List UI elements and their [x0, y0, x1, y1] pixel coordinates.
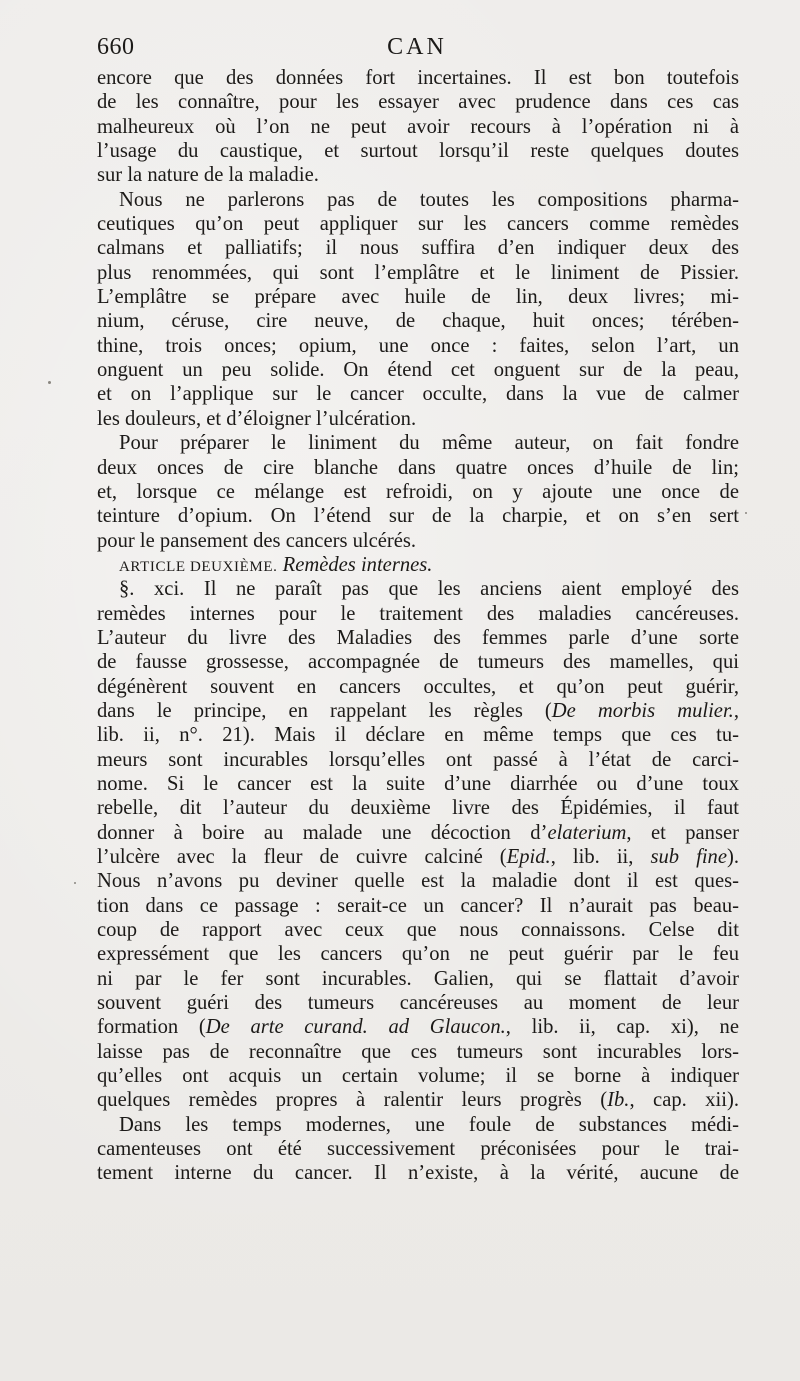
text-segment: et, lorsque ce mélange est refroidi, on y ajoute une once de — [97, 480, 739, 503]
text-segment: onguent un peu solide. On étend cet onguent sur de la peau, — [97, 359, 739, 382]
italic-text: Epid. — [506, 846, 551, 868]
italic-text: elaterium — [547, 821, 627, 844]
text-segment: qu’elles ont acquis un certain volume; il se borne à indiquer — [97, 1065, 739, 1088]
text-segment: de fausse grossesse, accompagnée de tumeurs des mamelles, qui — [97, 651, 739, 674]
text-line — [97, 431, 739, 455]
text-segment: formation ( — [97, 1016, 206, 1039]
text-segment: de les connaître, pour les essayer avec prudence dans ces cas — [97, 91, 739, 114]
text-line — [97, 163, 739, 187]
text-line — [97, 1064, 739, 1088]
text-line — [97, 1040, 739, 1064]
text-line — [97, 699, 739, 723]
text-line — [97, 504, 739, 528]
text-line — [97, 553, 739, 577]
text-segment: tement interne du cancer. Il n’existe, à la vérité, aucune de — [97, 1162, 739, 1185]
running-head — [97, 34, 737, 64]
text-segment: ). — [726, 846, 739, 868]
text-line — [97, 723, 739, 747]
text-segment: , cap. xii). — [629, 1089, 739, 1112]
text-segment: lib. ii, n°. 21). Mais il déclare en même temps que ces tu- — [97, 724, 739, 747]
text-line — [97, 139, 739, 163]
text-segment: dégénèrent souvent en cancers occultes, et qu’on peut guérir, — [97, 675, 739, 698]
text-line — [97, 918, 739, 942]
text-segment: nome. Si le cancer est la suite d’une diarrhée ou d’une toux — [97, 772, 739, 795]
text-segment: L’emplâtre se prépare avec huile de lin, deux livres; mi- — [97, 286, 739, 309]
text-line — [97, 456, 739, 480]
text-line — [97, 1088, 739, 1112]
text-segment: Dans les temps modernes, une foule de substances médi- — [119, 1113, 739, 1136]
italic-text: Ib. — [607, 1089, 630, 1112]
text-segment: dans le principe, en rappelant les règles ( — [97, 699, 552, 722]
text-segment: pour le pansement des cancers ulcérés. — [97, 529, 417, 552]
text-segment: donner à boire au malade une décoction d’ — [97, 821, 548, 844]
italic-text: De morbis mulier. — [551, 699, 734, 722]
italic-text: De arte curand. ad Glaucon. — [205, 1016, 506, 1039]
text-line — [97, 650, 739, 674]
text-line — [97, 309, 739, 333]
text-line — [97, 212, 739, 236]
text-line — [97, 1113, 739, 1137]
text-segment: , lib. ii, — [550, 846, 651, 868]
text-line — [97, 407, 739, 431]
text-line — [97, 821, 739, 845]
text-line — [97, 869, 739, 893]
text-segment: deux onces de cire blanche dans quatre onces d’huile de lin; — [97, 456, 739, 479]
text-segment: camenteuses ont été successivement préconisées pour le trai- — [97, 1138, 739, 1161]
text-line — [97, 894, 739, 918]
text-segment: et on l’applique sur le cancer occulte, dans la vue de calmer — [97, 383, 739, 406]
text-line — [97, 261, 739, 285]
paper-speck — [74, 882, 76, 884]
text-segment: l’ulcère avec la fleur de cuivre calciné ( — [97, 846, 507, 868]
text-line — [97, 796, 739, 820]
smallcaps-heading: ARTICLE DEUXIÈME. — [119, 558, 278, 575]
text-segment: sur la nature de la maladie. — [97, 164, 319, 187]
text-segment: l’usage du caustique, et surtout lorsqu’il reste quelques doutes — [97, 140, 739, 163]
text-segment: souvent guéri des tumeurs cancéreuses au moment de leur — [97, 992, 739, 1015]
text-segment: , lib. ii, cap. xi), ne — [505, 1016, 739, 1039]
text-segment: rebelle, dit l’auteur du deuxième livre des Épidémies, il faut — [97, 797, 739, 820]
paper-speck — [745, 512, 747, 514]
text-segment: laisse pas de reconnaître que ces tumeurs sont incurables lors- — [97, 1040, 739, 1063]
text-line — [97, 772, 739, 796]
text-line — [97, 285, 739, 309]
paper-speck — [48, 381, 51, 384]
text-segment: nium, céruse, cire neuve, de chaque, huit onces; térében- — [97, 310, 739, 333]
text-segment: plus renommées, qui sont l’emplâtre et le liniment de Pissier. — [97, 261, 739, 284]
text-segment: calmans et palliatifs; il nous suffira d’en indiquer deux des — [97, 237, 739, 260]
text-line — [97, 358, 739, 382]
text-line — [97, 1161, 739, 1185]
text-segment: expressément que les cancers qu’on ne peut guérir par le feu — [97, 943, 739, 966]
text-line — [97, 66, 739, 90]
text-segment: ni par le fer sont incurables. Galien, qui se flattait d’avoir — [97, 967, 739, 990]
text-segment: , et panser — [626, 821, 739, 844]
text-segment: tion dans ce passage : serait-ce un cancer? Il n’aurait pas beau- — [97, 894, 739, 917]
text-line — [97, 942, 739, 966]
text-segment: les douleurs, et d’éloigner l’ulcération. — [97, 407, 417, 430]
text-line — [97, 115, 739, 139]
text-line — [97, 675, 739, 699]
text-line — [97, 1137, 739, 1161]
italic-text: Remèdes internes. — [282, 553, 433, 576]
text-segment: quelques remèdes propres à ralentir leurs progrès ( — [97, 1089, 608, 1112]
text-segment: Nous ne parlerons pas de toutes les compositions pharma- — [119, 188, 739, 211]
text-line — [97, 602, 739, 626]
text-line — [97, 577, 739, 601]
text-line — [97, 626, 739, 650]
page-number: 660 — [97, 34, 135, 60]
text-segment: coup de rapport avec ceux que nous connaissons. Celse dit — [97, 919, 739, 942]
text-segment: meurs sont incurables lorsqu’elles ont passé à l’état de carci- — [97, 748, 739, 771]
body-text — [97, 66, 739, 1186]
text-line — [97, 236, 739, 260]
text-line — [97, 967, 739, 991]
italic-text: sub fine — [650, 846, 727, 868]
text-line — [97, 529, 739, 553]
text-line — [97, 90, 739, 114]
text-line — [97, 480, 739, 504]
running-title: CAN — [387, 34, 447, 60]
text-segment: L’auteur du livre des Maladies des femmes parle d’une sorte — [97, 626, 739, 649]
text-segment: teinture d’opium. On l’étend sur de la charpie, et on s’en sert — [97, 505, 739, 528]
text-segment: remèdes internes pour le traitement des maladies cancéreuses. — [97, 602, 739, 625]
text-segment: thine, trois onces; opium, une once : faites, selon l’art, un — [97, 334, 739, 357]
text-segment: Nous n’avons pu deviner quelle est la maladie dont il est ques- — [97, 870, 739, 893]
text-line — [97, 188, 739, 212]
text-line — [97, 334, 739, 358]
text-line — [97, 748, 739, 772]
text-segment: ceutiques qu’on peut appliquer sur les cancers comme remèdes — [97, 213, 739, 236]
text-line — [97, 991, 739, 1015]
text-segment: §. xci. Il ne paraît pas que les anciens aient employé des — [119, 578, 739, 601]
text-line — [97, 382, 739, 406]
text-segment: , — [733, 699, 739, 722]
text-line — [97, 845, 739, 869]
text-segment: malheureux où l’on ne peut avoir recours à l’opération ni à — [97, 115, 739, 138]
text-segment: encore que des données fort incertaines. Il est bon toutefois — [97, 67, 739, 89]
text-line — [97, 1015, 739, 1039]
text-segment: Pour préparer le liniment du même auteur, on fait fondre — [119, 432, 739, 455]
